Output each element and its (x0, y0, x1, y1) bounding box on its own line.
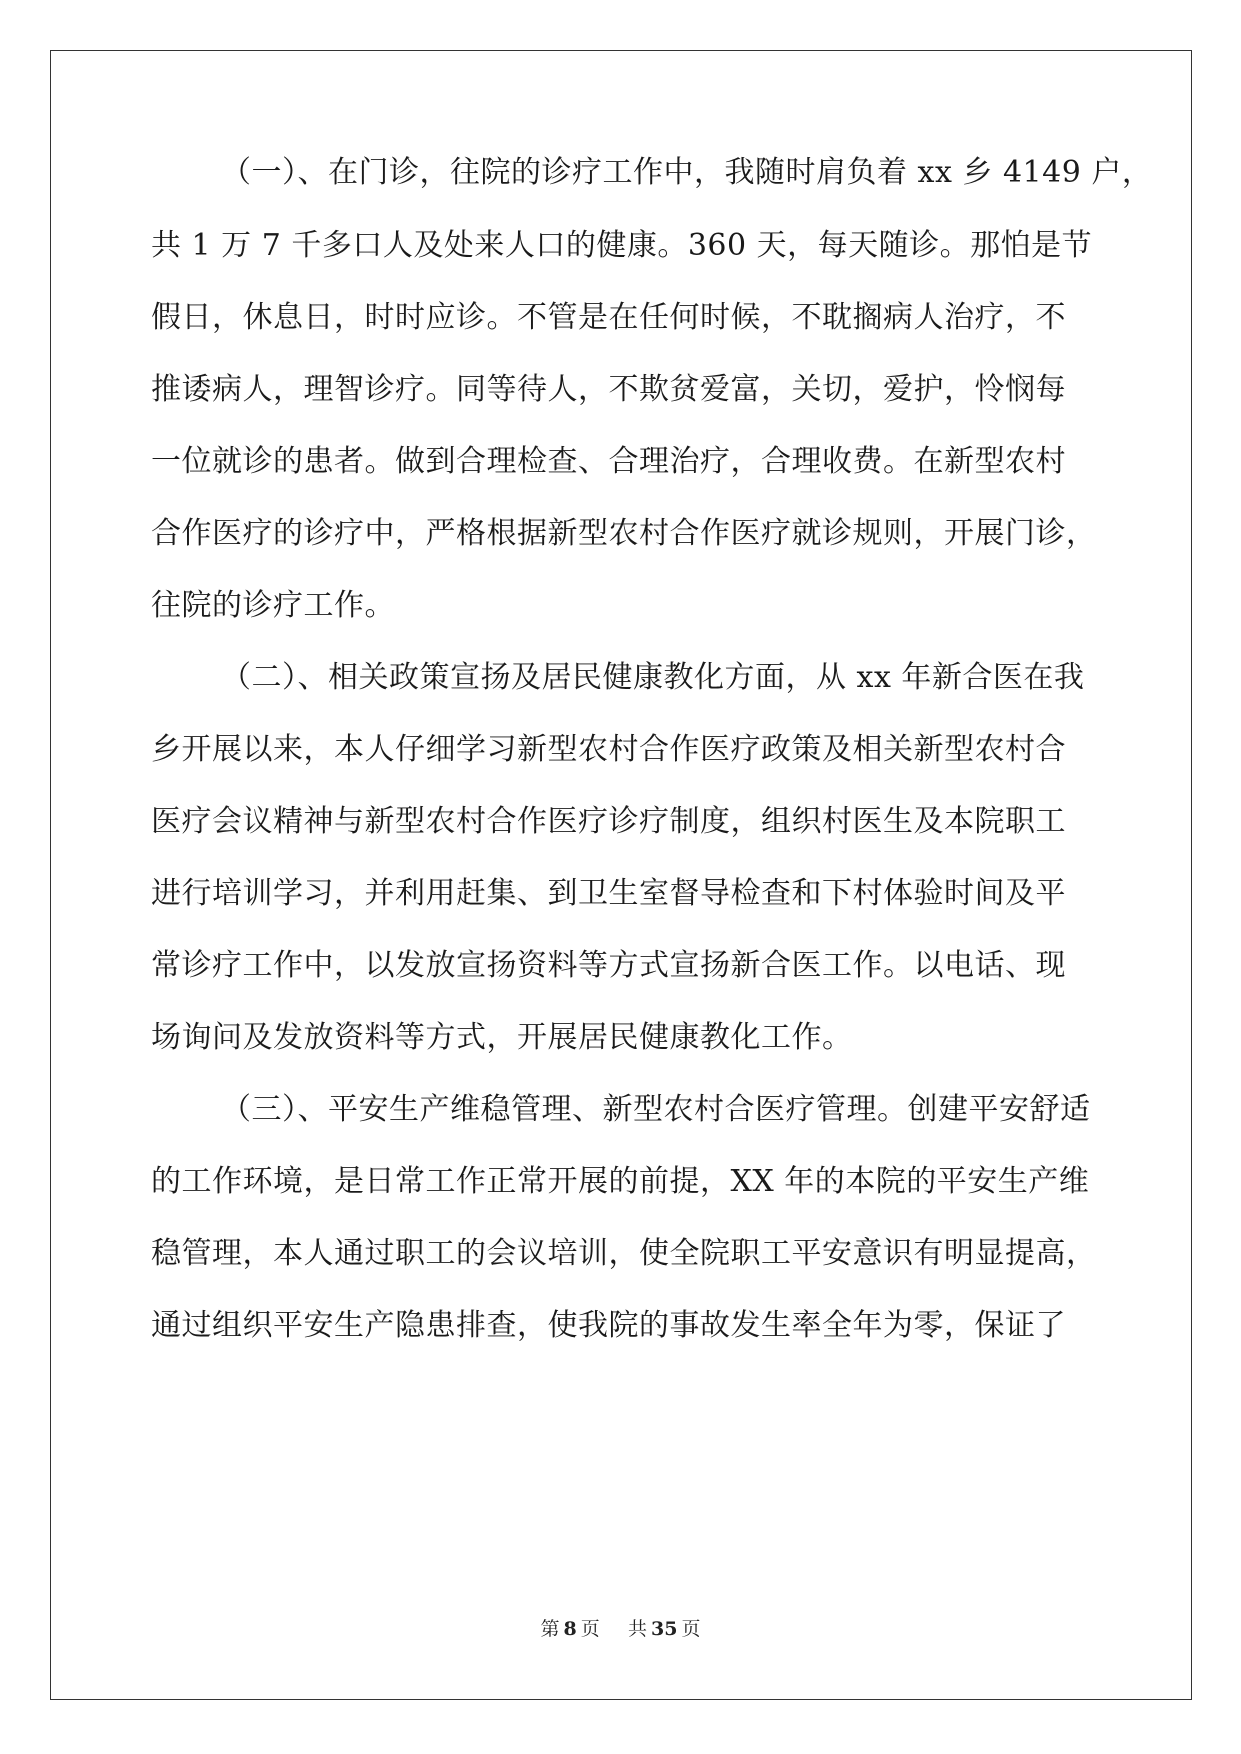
footer-total-suffix: 页 (681, 1618, 701, 1640)
page-number: 8 (563, 1618, 577, 1640)
text-line: 乡开展以来，本人仔细学习新型农村合作医疗政策及相关新型农村合 (151, 732, 1066, 767)
text-line: （一）、在门诊，往院的诊疗工作中，我随时肩负着 xx 乡 4149 户， (221, 155, 1153, 190)
text-line: 合作医疗的诊疗中，严格根据新型农村合作医疗就诊规则，开展门诊， (151, 516, 1097, 551)
text-line: 医疗会议精神与新型农村合作医疗诊疗制度，组织村医生及本院职工 (151, 804, 1066, 839)
text-line: 假日，休息日，时时应诊。不管是在任何时候，不耽搁病人治疗，不 (151, 300, 1066, 335)
text-line: 进行培训学习，并利用赶集、到卫生室督导检查和下村体验时间及平 (151, 876, 1066, 911)
text-line: 常诊疗工作中，以发放宣扬资料等方式宣扬新合医工作。以电话、现 (151, 948, 1066, 983)
text-line: 推诿病人，理智诊疗。同等待人，不欺贫爱富，关切，爱护，怜悯每 (151, 372, 1066, 407)
footer-page-suffix: 页 (580, 1618, 600, 1640)
text-line: （二）、相关政策宣扬及居民健康教化方面，从 xx 年新合医在我 (221, 660, 1085, 695)
footer-prefix: 第 (540, 1618, 560, 1640)
text-line: （三）、平安生产维稳管理、新型农村合医疗管理。创建平安舒适 (221, 1092, 1091, 1127)
text-line: 共 1 万 7 千多口人及处来人口的健康。360 天，每天随诊。那怕是节 (151, 228, 1093, 263)
text-line: 往院的诊疗工作。 (151, 588, 395, 623)
total-pages: 35 (650, 1618, 678, 1640)
text-line: 通过组织平安生产隐患排查，使我院的事故发生率全年为零，保证了 (151, 1308, 1066, 1343)
text-line: 稳管理，本人通过职工的会议培训，使全院职工平安意识有明显提高， (151, 1236, 1097, 1271)
text-line: 一位就诊的患者。做到合理检查、合理治疗，合理收费。在新型农村 (151, 444, 1066, 479)
text-line: 的工作环境，是日常工作正常开展的前提，XX 年的本院的平安生产维 (151, 1164, 1090, 1199)
footer-total-prefix: 共 (627, 1618, 647, 1640)
text-line: 场询问及发放资料等方式，开展居民健康教化工作。 (151, 1020, 853, 1055)
page-footer (0, 1614, 1241, 1641)
